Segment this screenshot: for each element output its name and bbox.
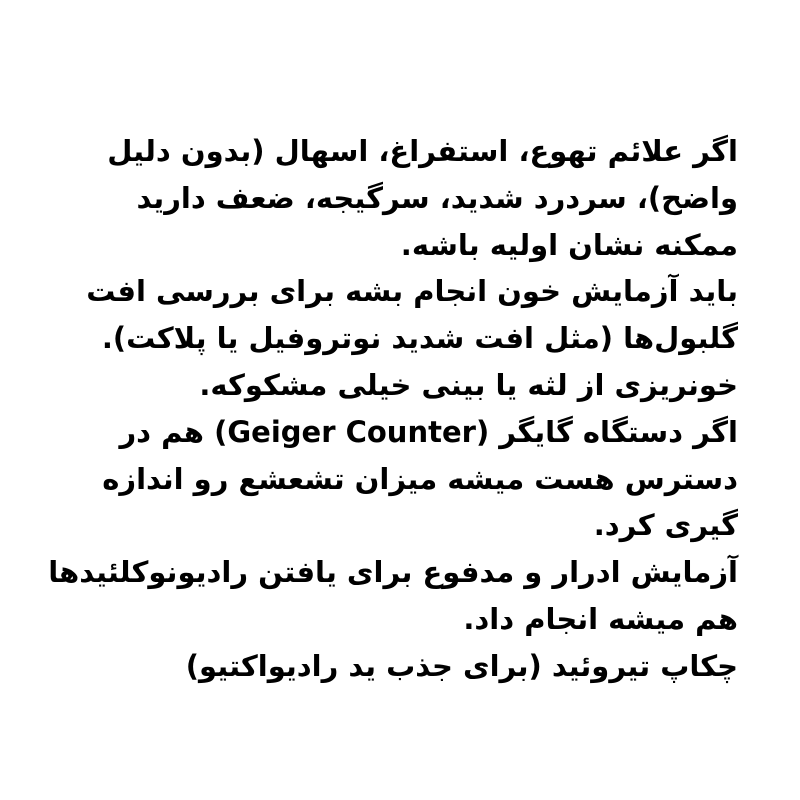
note-line: ممکنه نشان اولیه باشه. [400,227,738,262]
note-line: واضح)، سردرد شدید، سرگیجه، ضعف دارید [136,180,738,215]
note-text [48,128,738,690]
note-line: گلبول‌ها (مثل افت شدید نوتروفیل یا پلاکت). [101,321,738,356]
note-line: خونریزی از لثه یا بینی خیلی مشکوکه. [199,367,738,402]
note-line: اگر علائم تهوع، استفراغ، اسهال (بدون دلیل [107,134,738,168]
note-line: باید آزمایش خون انجام بشه برای بررسی افت [86,274,738,309]
note-line: گیری کرد. [593,508,738,543]
note-line: دسترس هست میشه میزان تشعشع رو اندازه [102,461,738,496]
note-line: اگر دستگاه گایگر (Geiger Counter) هم در [119,414,738,449]
note-line: آزمایش ادرار و مدفوع برای یافتن رادیونوکلئیدها [48,555,738,590]
note-line: هم میشه انجام داد. [463,601,738,636]
note-line: چکاپ تیروئید (برای جذب ید رادیواکتیو) [185,648,738,683]
